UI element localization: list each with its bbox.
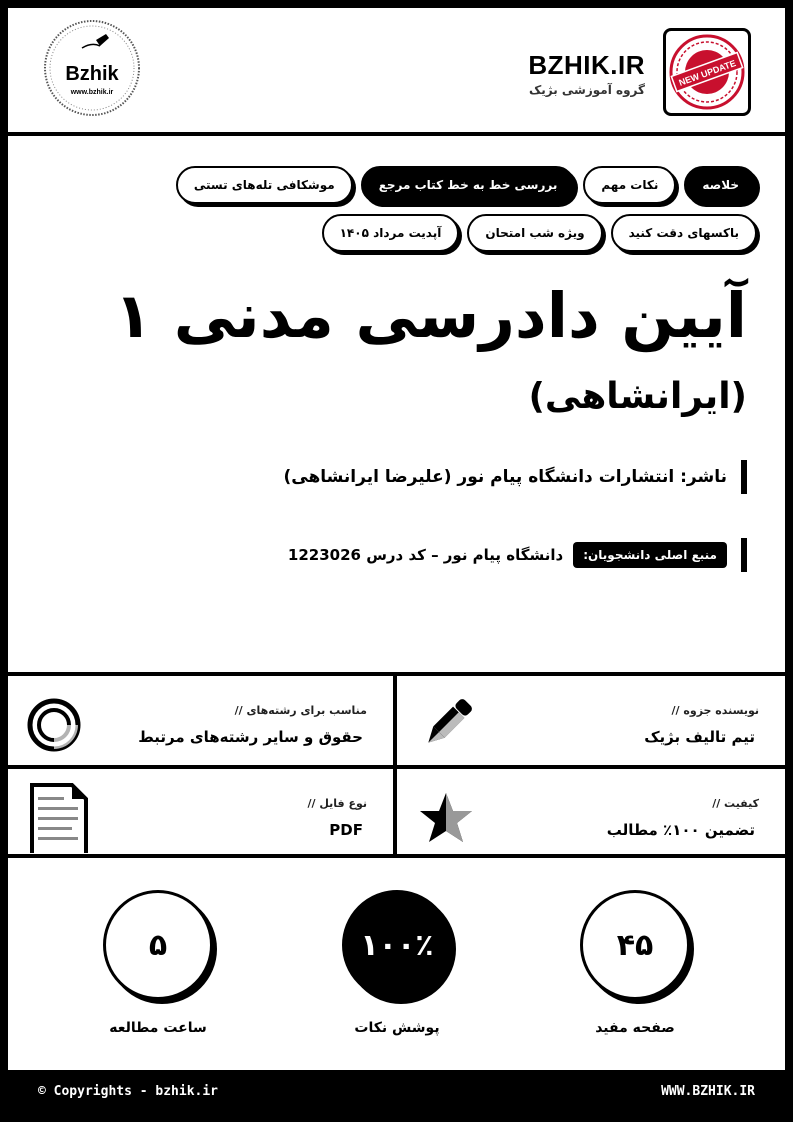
tag-summary: خلاصه: [684, 166, 757, 204]
quality-label: کیفیت //: [712, 797, 759, 810]
stat-pages: [575, 890, 695, 1036]
tag-test-traps: موشکافی تله‌های تستی: [176, 166, 353, 204]
quality-cell: [397, 769, 785, 858]
svg-text:Bzhik: Bzhik: [65, 63, 119, 85]
source-label: منبع اصلی دانشجویان:: [573, 542, 727, 568]
filetype-cell: [8, 769, 397, 858]
source-line: [288, 538, 747, 572]
footer-site-link[interactable]: WWW.BZHIK.IR: [661, 1084, 755, 1099]
tag-update-date: آپدیت مرداد ۱۴۰۵: [322, 214, 460, 252]
pencil-icon: [415, 694, 477, 756]
svg-text:www.bzhik.ir: www.bzhik.ir: [70, 89, 114, 96]
document-page: [8, 8, 785, 1114]
stat-pages-circle: [580, 890, 690, 1000]
tags-row-2: [157, 214, 757, 252]
stat-coverage-label: پوشش نکات: [354, 1020, 440, 1036]
svg-text:NEW UPDATE: NEW UPDATE: [677, 58, 738, 88]
filetype-value: PDF: [329, 821, 363, 839]
tags-row-1: [157, 166, 757, 204]
new-update-stamp-icon: [668, 33, 746, 111]
stat-pages-label: صفحه مفید: [595, 1020, 675, 1036]
stat-coverage-circle: [342, 890, 452, 1000]
header: [8, 8, 785, 136]
stat-hours: [98, 890, 218, 1036]
tag-exam-night: ویژه شب امتحان: [467, 214, 602, 252]
brand: [528, 50, 645, 97]
footer: [8, 1070, 785, 1114]
footer-copyright: © Copyrights - bzhik.ir: [38, 1084, 219, 1099]
star-icon: [415, 787, 477, 849]
stat-coverage: [337, 890, 457, 1036]
tag-attention-boxes: باکسهای دقت کنید: [611, 214, 757, 252]
stat-hours-value: ۵: [148, 927, 168, 963]
bzhik-logo-icon: [42, 18, 142, 118]
publisher-text: ناشر: انتشارات دانشگاه پیام نور (علیرضا ایرانشاهی): [283, 467, 727, 487]
author-value: تیم تالیف بژیک: [644, 728, 755, 746]
page-title: آیین دادرسی مدنی ۱: [114, 279, 747, 352]
author-cell: [397, 676, 785, 769]
filetype-label: نوع فایل //: [307, 797, 367, 810]
fields-cell: [8, 676, 397, 769]
brand-name: BZHIK.IR: [528, 50, 645, 80]
stat-coverage-value: ۱۰۰٪: [360, 927, 434, 963]
source-value: دانشگاه پیام نور – کد درس 1223026: [287, 546, 564, 564]
new-update-badge: [663, 28, 751, 116]
tag-key-points: نکات مهم: [583, 166, 676, 204]
fields-value: حقوق و سایر رشته‌های مرتبط: [138, 728, 363, 746]
document-icon: [26, 775, 88, 853]
brand-subtitle: گروه آموزشی بژیک: [528, 83, 645, 97]
fields-label: مناسب برای رشته‌های //: [234, 704, 367, 717]
tag-reference-review: بررسی خط به خط کتاب مرجع: [361, 166, 576, 204]
stat-hours-circle: [103, 890, 213, 1000]
stat-pages-value: ۴۵: [616, 927, 654, 963]
target-icon: [26, 694, 88, 756]
stat-hours-label: ساعت مطالعه: [109, 1020, 207, 1036]
publisher-line: [283, 460, 747, 494]
quality-value: تضمین ۱۰۰٪ مطالب: [606, 821, 755, 839]
author-label: نویسنده جزوه //: [671, 704, 759, 717]
page-subtitle: (ایرانشاهی): [528, 376, 747, 417]
bzhik-logo: [42, 16, 142, 120]
info-grid: [8, 672, 785, 858]
